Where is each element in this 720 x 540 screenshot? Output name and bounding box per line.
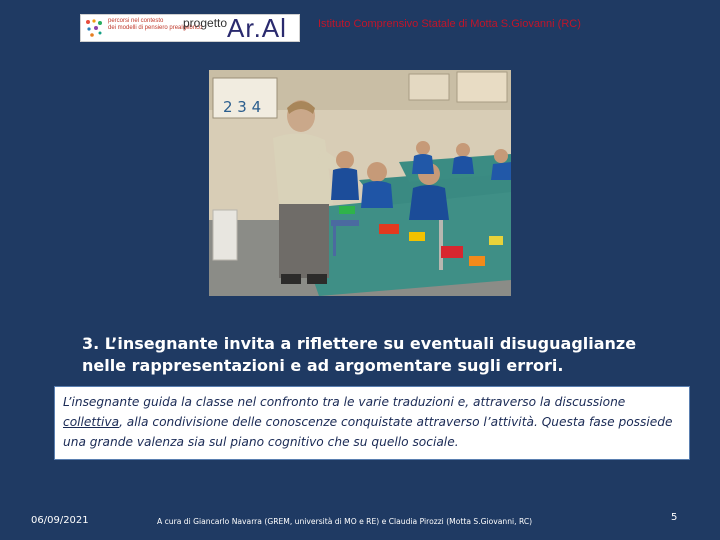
logo-mark-icon [84,18,104,38]
classroom-photo [209,70,511,296]
note-part-1: L’insegnante guida la classe nel confronto tra le varie traduzioni e, attraverso la discussione [63,395,626,409]
logo-tagline-2: dei modelli di pensiero prealgebrico [108,25,203,31]
institution-title: Istituto Comprensivo Statale di Motta S.Giovanni (RC) [318,18,581,30]
note-part-2: , alla condivisione delle conoscenze conquistate attraverso l’attività. Questa fase possiede una grande valenza sia sul piano cognitivo che su quello sociale. [63,415,673,449]
classroom-photo-illustration [209,70,511,296]
footer-date: 06/09/2021 [31,515,89,526]
logo-tagline-1: percorsi nel contesto [108,18,164,24]
note-box [54,386,690,460]
step-heading: 3. L’insegnante invita a riflettere su eventuali disuguaglianze nelle rappresentazioni e ad argomentare sugli errori. [82,334,637,375]
logo-progetto: progetto [183,16,228,30]
page-number: 5 [671,512,678,523]
footer-credit: A cura di Giancarlo Navarra (GREM, università di MO e RE) e Claudia Pirozzi (Motta S.Giovanni, RC) [157,517,533,526]
note-underlined-word: collettiva [63,415,120,429]
note-text [63,392,681,452]
project-logo [80,14,300,42]
board-numbers: 2 3 4 [223,98,262,116]
logo-name: Ar.Al [227,14,287,42]
